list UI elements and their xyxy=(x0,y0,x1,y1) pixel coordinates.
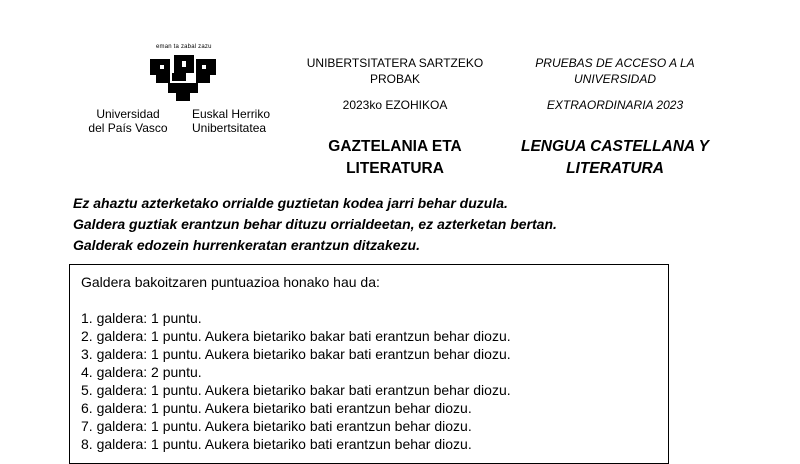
instruction-line: Galdera guztiak erantzun behar dituzu orrialdeetan, ez azterketan bertan. xyxy=(73,216,557,232)
header-es-subject-line2: LITERATURA xyxy=(566,160,664,177)
header-es-date: EXTRAORDINARIA 2023 xyxy=(546,98,684,112)
header-eu-subject xyxy=(295,136,495,180)
instruction-line: Ez ahaztu azterketako orrialde guztietan kodea jarri behar duzula. xyxy=(73,195,508,211)
header-es-line1: PRUEBAS DE ACCESO A LA xyxy=(535,56,695,70)
header-eu-date: 2023ko EZOHIKOA xyxy=(342,98,448,112)
header-es-title xyxy=(510,55,720,87)
instruction-line: Galderak edozein hurrenkeratan erantzun ditzakezu. xyxy=(73,237,420,253)
logo-name-es-line2: del País Vasco xyxy=(88,121,168,135)
header-eu-subject-line2: LITERATURA xyxy=(346,160,444,177)
exam-instructions xyxy=(73,193,557,256)
header-eu-line2: PROBAK xyxy=(369,72,420,86)
logo-tagline: eman ta zabal zazu xyxy=(156,44,212,50)
logo-name-eu-line1: Euskal Herriko xyxy=(192,107,271,121)
header-eu-subject-line1: GAZTELANIA ETA xyxy=(328,138,462,155)
scoring-item: 4. galdera: 2 puntu. xyxy=(81,364,202,380)
scoring-intro: Galdera bakoitzaren puntuazioa honako hau da: xyxy=(81,274,380,290)
logo-name-es xyxy=(83,107,173,135)
logo-name-eu-line2: Unibertsitatea xyxy=(192,121,267,135)
header-es-line2: UNIVERSIDAD xyxy=(573,72,656,86)
scoring-item: 7. galdera: 1 puntu. Aukera bietariko bati erantzun behar diozu. xyxy=(81,418,472,434)
scoring-item: 1. galdera: 1 puntu. xyxy=(81,310,202,326)
scoring-box xyxy=(69,264,669,464)
logo-name-eu xyxy=(192,107,282,135)
header-eu-title xyxy=(295,55,495,87)
university-logo-icon xyxy=(150,53,216,101)
header-eu-line1: UNIBERTSITATERA SARTZEKO xyxy=(306,56,484,70)
logo-name-es-line1: Universidad xyxy=(96,107,160,121)
scoring-item: 5. galdera: 1 puntu. Aukera bietariko bakar bati erantzun behar diozu. xyxy=(81,382,511,398)
scoring-item: 8. galdera: 1 puntu. Aukera bietariko bati erantzun behar diozu. xyxy=(81,436,472,452)
scoring-item: 2. galdera: 1 puntu. Aukera bietariko bakar bati erantzun behar diozu. xyxy=(81,328,511,344)
header-es-subject-line1: LENGUA CASTELLANA Y xyxy=(520,138,709,155)
scoring-item: 6. galdera: 1 puntu. Aukera bietariko bati erantzun behar diozu. xyxy=(81,400,472,416)
scoring-list xyxy=(81,309,511,453)
header-es-subject xyxy=(510,136,720,180)
scoring-item: 3. galdera: 1 puntu. Aukera bietariko bakar bati erantzun behar diozu. xyxy=(81,346,511,362)
